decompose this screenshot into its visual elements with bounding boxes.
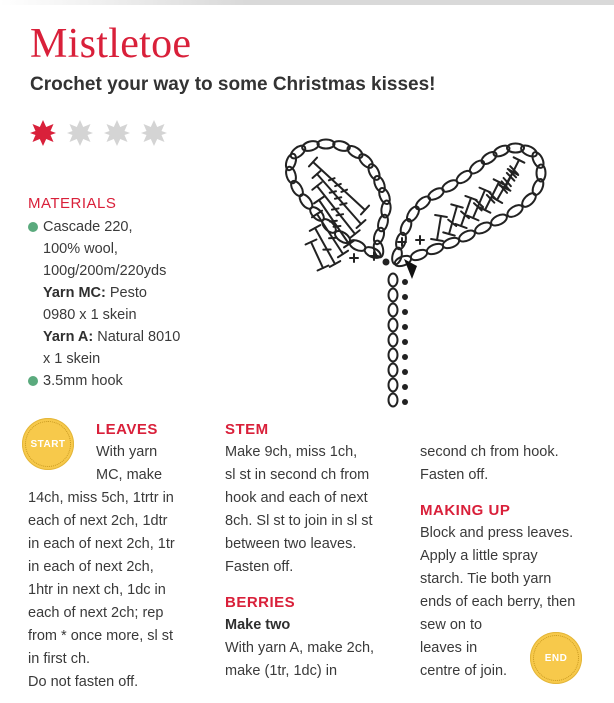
berries-line: With yarn A, make 2ch, [225,640,375,656]
tall-stitch [437,216,441,240]
end-badge-label: END [544,652,568,664]
leaves-line: in each of next 2ch, [28,559,154,575]
slip-stitch-dot [402,369,408,375]
slip-stitch-dot [402,399,408,405]
slip-stitch-dot [402,294,408,300]
slip-stitch-dot [402,324,408,330]
chain-stitch-oval [492,143,511,158]
stem-section [225,418,410,683]
chain-stitch-oval [414,194,433,212]
yarn-a-label: Yarn A: [43,329,94,345]
making-up-line: sew on to [420,617,483,633]
leaves-line: each of next 2ch; rep [28,605,164,621]
chain-stitch-oval [389,379,398,392]
yarn-fibre: 100% wool, [43,241,118,257]
leaves-line: in first ch. [28,651,91,667]
slip-stitch-dot [402,354,408,360]
chain-stitch-oval [389,394,398,407]
leaves-line: With yarn [96,444,158,460]
leaves-line: 1htr in next ch, 1dc in [28,582,166,598]
making-up-line: starch. Tie both yarn [420,571,552,587]
slip-stitch-dot [402,339,408,345]
chain-stitch-oval [473,220,492,236]
making-up-line: ends of each berry, then [420,594,576,610]
chain-stitch-oval [391,247,404,266]
bullet-dot-icon [28,222,38,232]
berries-line: second ch from hook. [420,444,559,460]
chain-stitch-oval [389,334,398,347]
left-leaf-chain [284,139,392,260]
chain-stitch-oval [409,248,428,262]
materials-section [28,193,218,392]
chain-stitch-oval [357,152,375,170]
stem-line: hook and each of next [225,490,368,506]
bullet-dot-icon [28,376,38,386]
leaves-line: each of next 2ch, 1dtr [28,513,168,529]
yarn-mc [43,282,218,304]
join-dot [383,259,390,266]
slip-stitch-dot [402,384,408,390]
left-leaf-stitches [306,158,370,271]
crossed-stitches [350,236,424,262]
stem-line: between two leaves. [225,536,357,552]
chain-stitch-oval [389,304,398,317]
chain-stitch-oval [425,242,444,256]
page-subtitle: Crochet your way to some Christmas kisses! [30,74,436,95]
berries-line: Fasten off. [420,467,489,483]
leaves-section [28,418,213,694]
stem-dots [402,279,408,405]
making-up-line: Apply a little spray [420,548,538,564]
materials-item-yarn [28,216,218,370]
leaves-line: from * once more, sl st [28,628,174,644]
chain-stitch-oval [318,140,335,149]
stem-line: 8ch. Sl st to join in sl st [225,513,373,529]
leaves-line: in each of next 2ch, 1tr [28,536,175,552]
chain-stitch-oval [345,144,364,161]
chain-stitch-oval [389,349,398,362]
chain-stitch-oval [289,143,308,161]
stem-heading: STEM [225,421,269,438]
stem-line: Fasten off. [225,559,294,575]
chain-stitch-oval [389,364,398,377]
yarn-mc-colour: Pesto [105,285,147,301]
star-empty-icon [141,120,167,146]
yarn-weight: 100g/200m/220yds [43,263,167,279]
tall-stitch [311,242,323,268]
slip-stitch-dot [402,279,408,285]
chain-stitch-oval [530,150,546,169]
yarn-a [43,326,218,348]
leaves-line: 14ch, miss 5ch, 1trtr in [28,490,174,506]
making-up-line: Block and press leaves. [420,525,574,541]
start-badge-label: START [30,438,66,450]
stem-line: sl st in second ch from [225,467,370,483]
top-divider [0,0,614,5]
materials-item-hook [28,370,218,392]
making-up-heading: MAKING UP [420,502,511,519]
hook-size: 3.5mm hook [43,373,123,389]
chain-stitch-oval [389,319,398,332]
making-up-line: leaves in [420,640,478,656]
leaves-line: Do not fasten off. [28,674,139,690]
yarn-brand: Cascade 220, [43,219,133,235]
chain-stitch-oval [405,204,422,223]
right-leaf-stitches [431,157,524,241]
yarn-a-amount: x 1 skein [43,351,101,367]
yarn-mc-label: Yarn MC: [43,285,106,301]
end-badge [530,632,582,684]
chain-stitch-oval [479,150,498,167]
yarn-mc-amount: 0980 x 1 skein [43,307,137,323]
difficulty-rating [28,118,178,148]
berries-line: make (1tr, 1dc) in [225,663,338,679]
chain-stitch-oval [441,236,460,250]
star-empty-icon [67,120,93,146]
leaves-heading: LEAVES [96,421,158,438]
chain-stitch-oval [297,192,314,211]
page-title: Mistletoe [30,21,192,67]
yarn-a-colour: Natural 8010 [93,329,181,345]
chain-stitch-oval [389,289,398,302]
chain-stitch-oval [457,228,476,244]
berries-heading: BERRIES [225,594,296,611]
crochet-chart-diagram [205,128,555,423]
star-empty-icon [104,120,130,146]
making-up-line: centre of join. [420,663,508,679]
chain-stitch-oval [489,212,508,228]
chain-stitch-oval [520,191,538,209]
stem-line: Make 9ch, miss 1ch, [225,444,358,460]
stem-chain [389,274,398,407]
slip-stitch-dot [402,309,408,315]
berries-subheading: Make two [225,617,291,633]
materials-heading: MATERIALS [28,195,117,212]
chain-stitch-oval [389,274,398,287]
leaves-line: MC, make [96,467,163,483]
star-filled-icon [30,120,56,146]
